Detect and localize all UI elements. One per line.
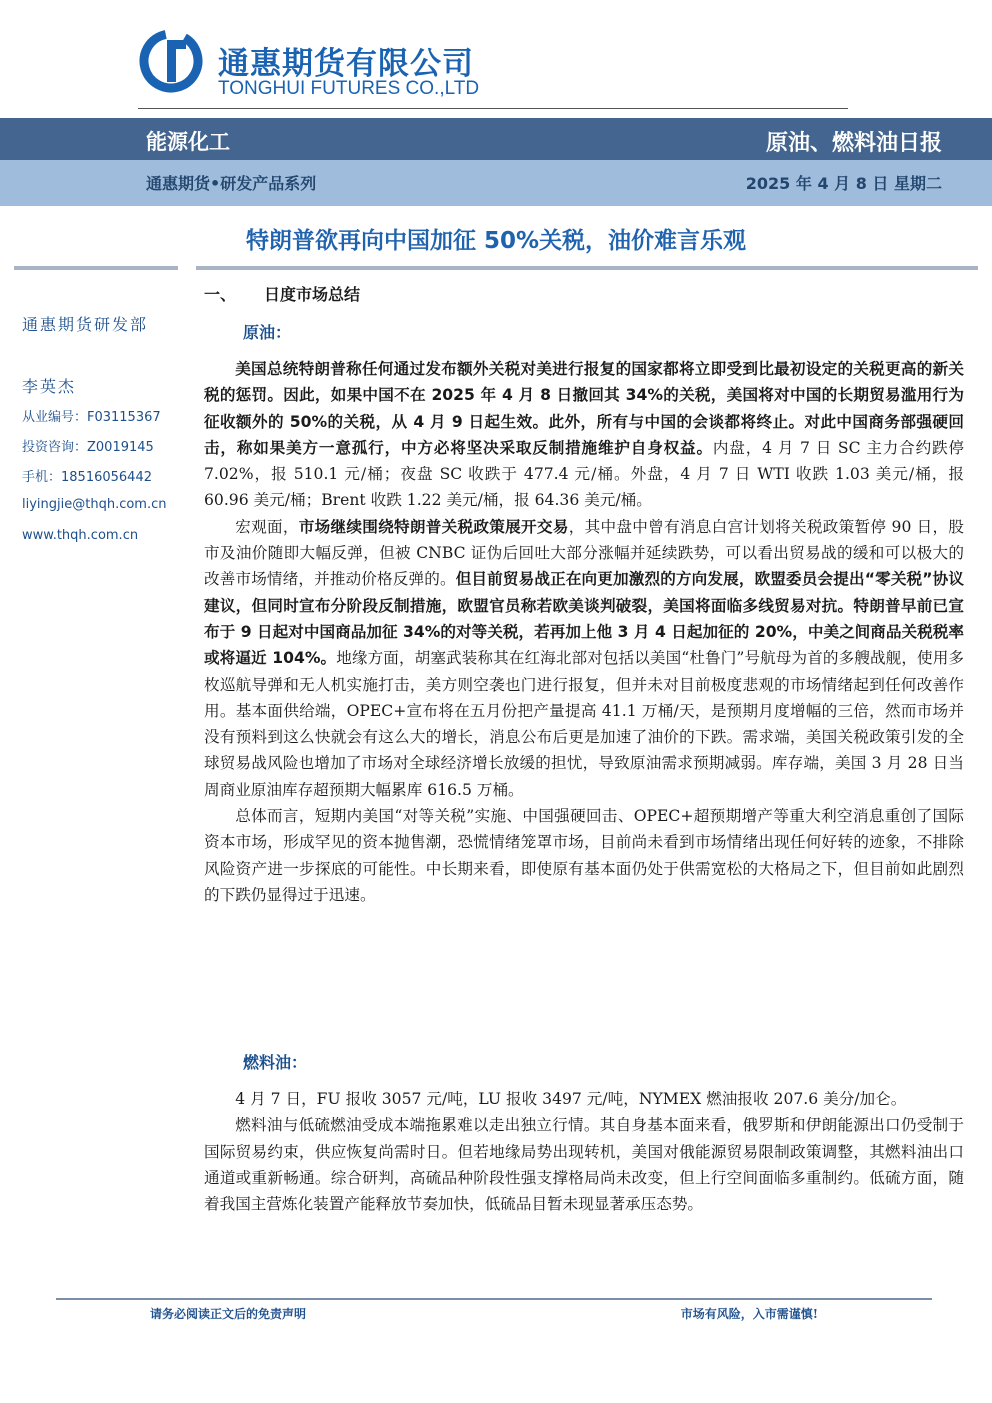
section-heading [204, 282, 360, 305]
consult-number: 投资咨询：Z0019145 [22, 440, 154, 455]
title-rule [196, 266, 978, 270]
crude-heading: 原油： [243, 323, 292, 342]
disclaimer-note: 请务必阅读正文后的免责声明 [150, 1307, 307, 1321]
crude-paragraph-2 [204, 514, 964, 803]
website-link[interactable]: www.thqh.com.cn [22, 528, 139, 543]
crude-p2-e: 地缘方面，胡塞武装称其在红海北部对包括以美国“杜鲁门”号航母为首的多艘战舰，使用多枚巡航导弹和无人机实施打击，美方则空袭也门进行报复，但并未对目前极度悲观的市场情绪起到任何改善作用。基本面供给端，OPEC+宣布将在五月份把产量提高 41.1 万桶/天，是预期月度增幅的三倍，然而市场并没有预料到这么快就会有这么大的增长，消息公布后更是加速了油价的下跌。需求端，美国关税政策引发的全球贸易战风险也增加了市场对全球经济增长放缓的担忧，导致原油需求预期减弱。库存端，美国 3 月 28 日当周商业原油库存超预期大幅累库 616.5 万桶。 [204, 649, 964, 799]
fuel-paragraph-1: 4 月 7 日，FU 报收 3057 元/吨，LU 报收 3497 元/吨，NYMEX 燃油报收 207.6 美分/加仑。 [235, 1090, 907, 1108]
fuel-heading: 燃料油： [243, 1053, 308, 1072]
sector-label: 能源化工 [146, 130, 230, 154]
section-number: 一、 [204, 285, 237, 304]
company-logo [138, 28, 204, 94]
department: 通惠期货研发部 [22, 315, 149, 334]
header-divider [138, 108, 848, 109]
fuel-body [204, 1086, 964, 1217]
company-name-cn: 通惠期货有限公司 [218, 46, 474, 82]
section-title: 日度市场总结 [264, 285, 361, 304]
report-date: 2025 年 4 月 8 日 星期二 [745, 174, 942, 193]
fuel-paragraph-2: 燃料油与低硫燃油受成本端拖累难以走出独立行情。其自身基本面来看，俄罗斯和伊朗能源出口仍受制于国际贸易约束，供应恢复尚需时日。但若地缘局势出现转机，美国对俄能源贸易限制政策调整，其燃料油出口通道或重新畅通。综合研判，高硫品种阶段性强支撑格局尚未改变，但上行空间面临多重制约。低硫方面，随着我国主营炼化装置产能释放节奏加快，低硫品目暂未现显著承压态势。 [204, 1116, 964, 1214]
company-name-en: TONGHUI FUTURES CO.,LTD [218, 78, 480, 99]
crude-p2-b: 市场继续围绕特朗普关税政策展开交易 [298, 517, 569, 536]
crude-paragraph-3: 总体而言，短期内美国“对等关税”实施、中国强硬回击、OPEC+超预期增产等重大利空消息重创了国际资本市场，形成罕见的资本抛售潮，恐慌情绪笼罩市场，目前尚未看到市场情绪出现任何好转的迹象，不排除风险资产进一步探底的可能性。中长期来看，即使原有基本面仍处于供需宽松的大格局之下，但目前如此剧烈的下跌仍显得过于迅速。 [204, 807, 964, 904]
crude-p2-d: 但目前贸易战正在向更加激烈的方向发展，欧盟委员会提出“零关税”协议建议，但同时宣布分阶段反制措施，欧盟官员称若欧美谈判破裂，美国将面临多线贸易对抗。特朗普早前已宣布于 9 日起对中国商品加征 34%的对等关税，若再加上他 3 月 4 日起加征的 20%，中美之间商品关税税率或将逼近 104%。 [204, 570, 964, 668]
sidebar-rule [14, 266, 178, 270]
phone-number: 手机：18516056442 [22, 470, 152, 485]
crude-p1-text: 内盘，4 月 7 日 SC 主力合约跌停 7.02%，报 510.1 元/桶；夜盘 SC 收跌于 477.4 元/桶。外盘，4 月 7 日 WTI 收跌 1.03 美元/桶，报 60.96 美元/桶；Brent 收跌 1.22 美元/桶，报 64.36 美元/桶。 [204, 438, 964, 510]
footer-rule [56, 1298, 932, 1300]
risk-note: 市场有风险，入市需谨慎! [680, 1307, 818, 1321]
series-label: 通惠期货•研发产品系列 [146, 174, 317, 193]
email-link[interactable]: liyingjie@thqh.com.cn [22, 497, 167, 512]
report-type: 原油、燃料油日报 [765, 131, 942, 156]
page-title: 特朗普欲再向中国加征 50%关税，油价难言乐观 [245, 228, 747, 254]
license-number: 从业编号：F03115367 [22, 410, 161, 425]
crude-p2-a: 宏观面， [235, 517, 299, 536]
crude-p2-c: ，其中盘中曾有消息白宫计划将关税政策暂停 90 日，股市及油价随即大幅反弹，但被 CNBC 证伪后回吐大部分涨幅并延续跌势，可以看出贸易战的缓和可以极大的改善市场情绪，并推动价格反弹的。 [204, 517, 964, 589]
crude-body [204, 356, 964, 908]
analyst-name: 李英杰 [22, 377, 77, 396]
crude-paragraph-1 [204, 356, 964, 514]
crude-p1-bold: 美国总统特朗普称任何通过发布额外关税对美进行报复的国家都将立即受到比最初设定的关税更高的新关税的惩罚。因此，如果中国不在 2025 年 4 月 8 日撤回其 34%的关税，美国将对中国的长期贸易滥用行为征收额外的 50%的关税，从 4 月 9 日起生效。此外，所有与中国的会谈都将终止。对此中国商务部强硬回击，称如果美方一意孤行，中方必将坚决采取反制措施维护自身权益。 [204, 360, 964, 457]
